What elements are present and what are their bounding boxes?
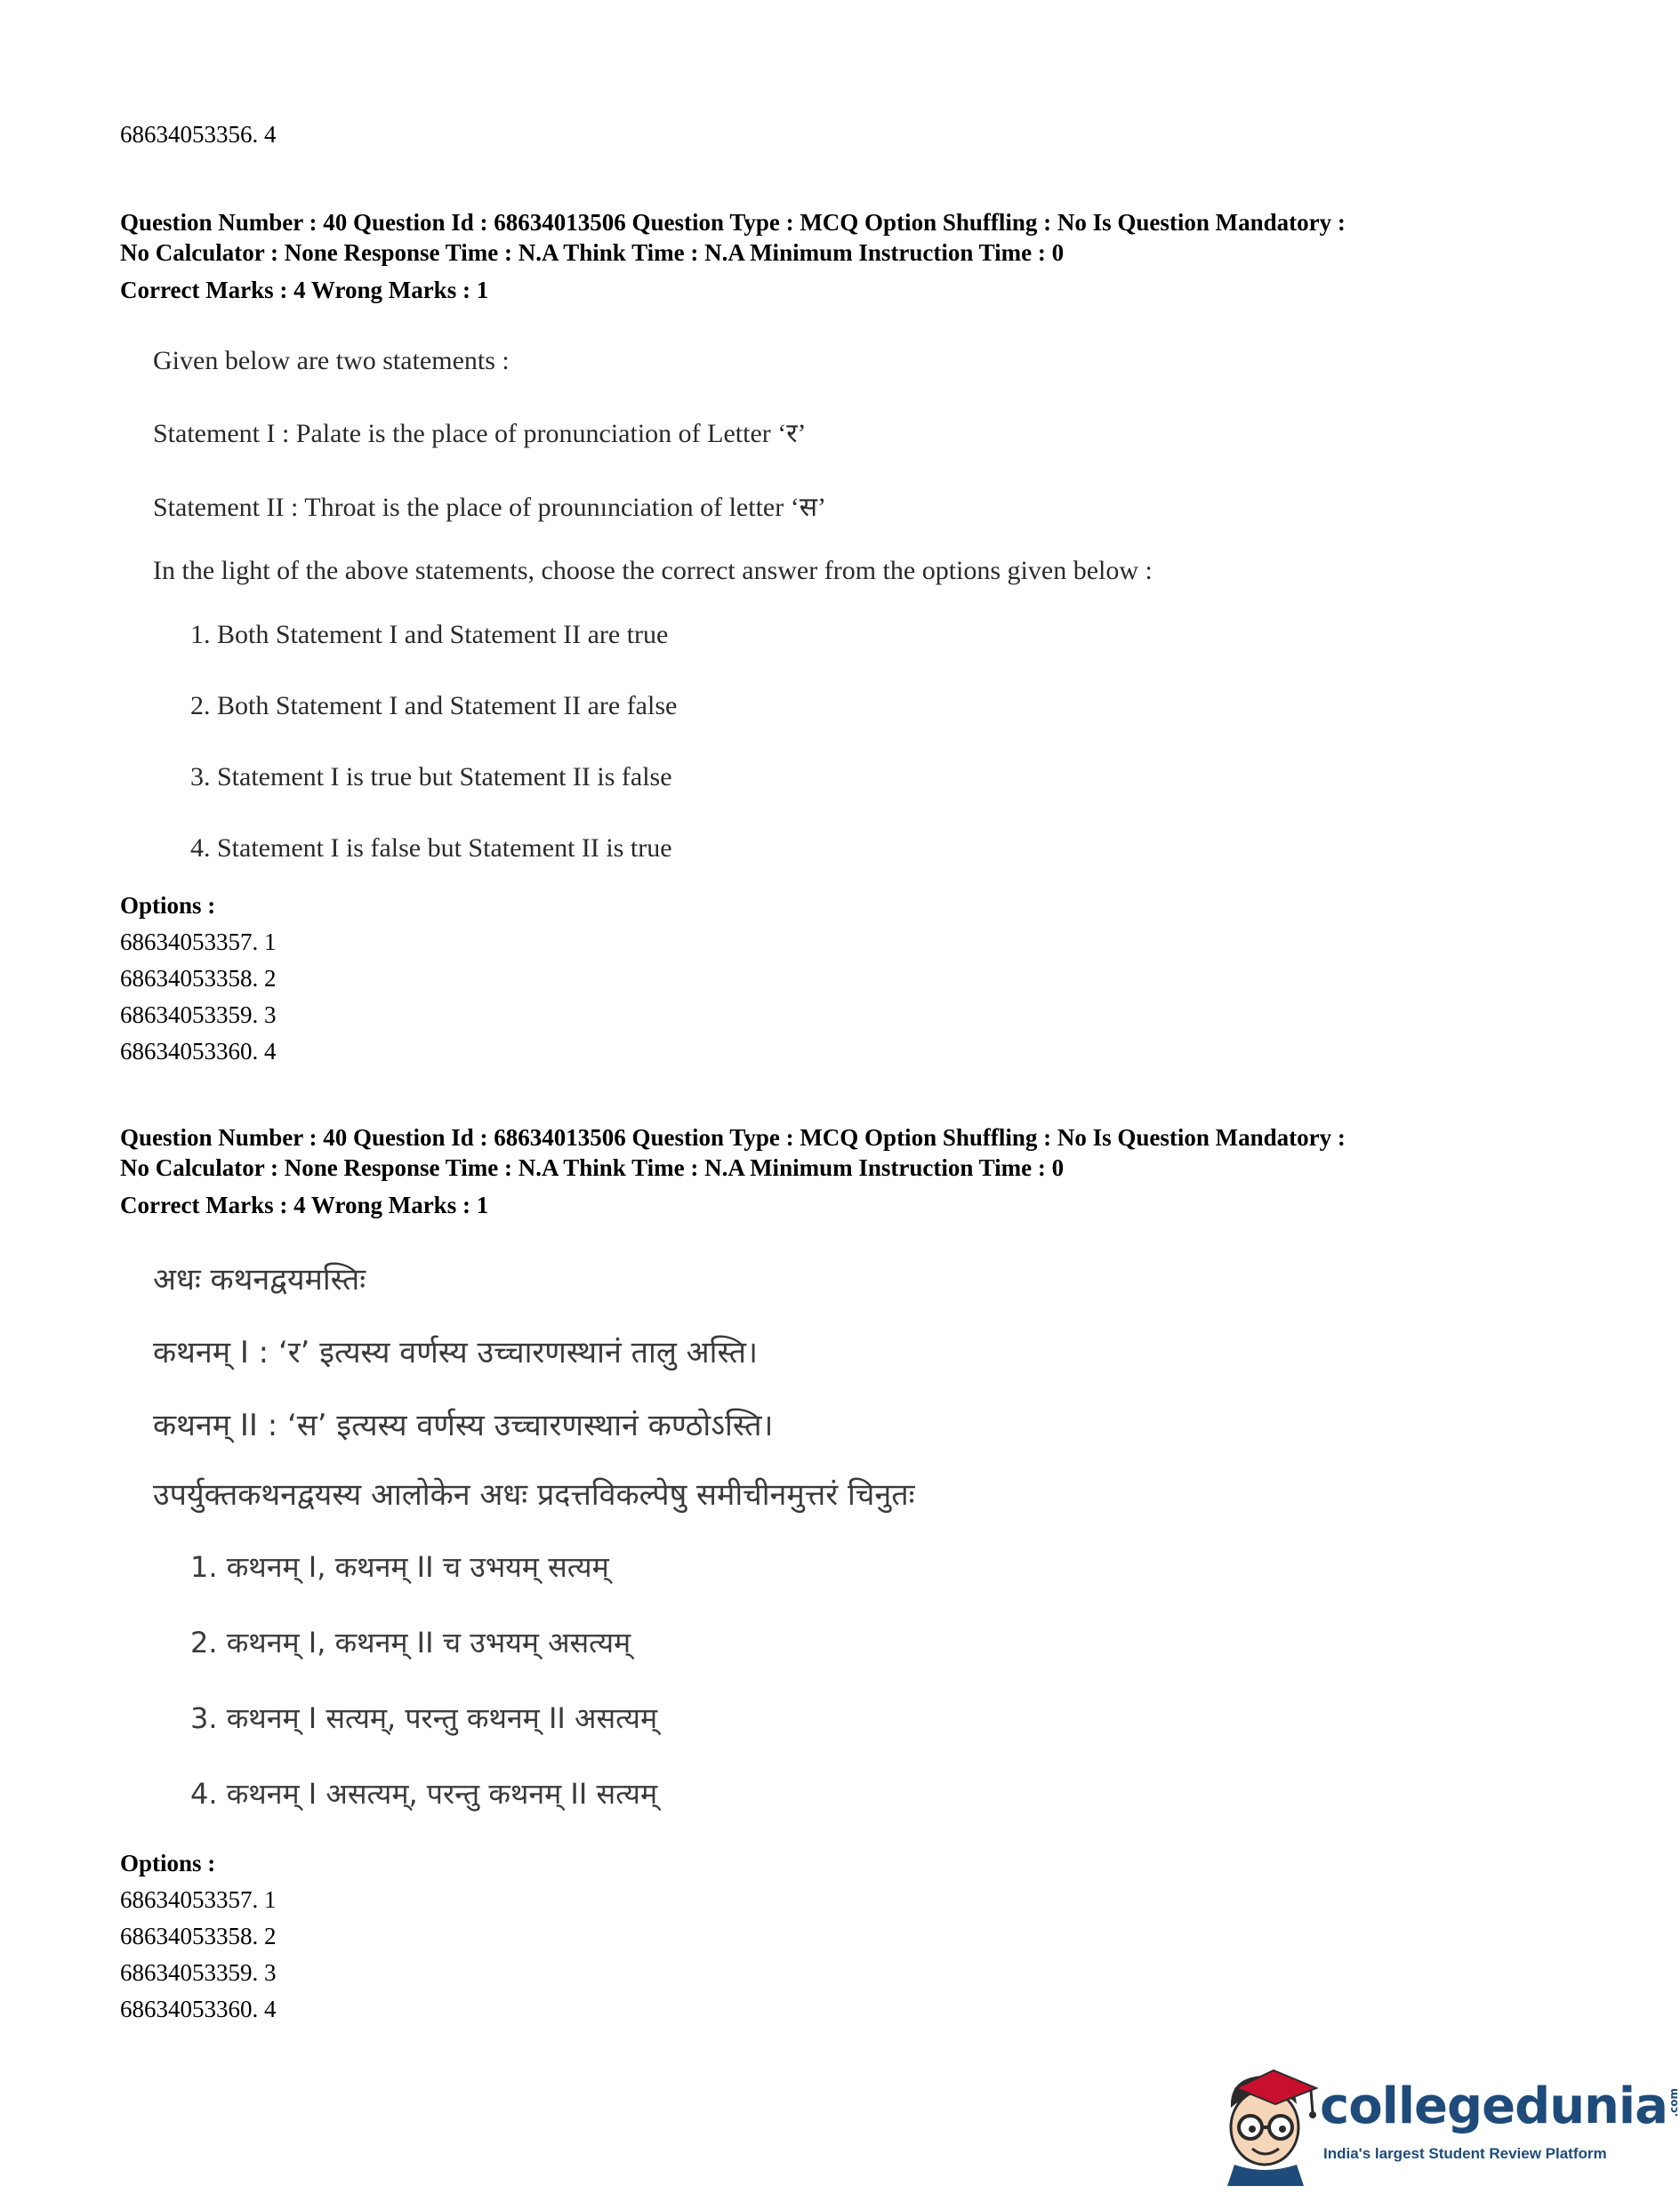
question-intro: अधः कथनद्वयमस्तिः [153,1262,366,1298]
question-block-english [120,207,1543,864]
choice-item: 1. कथनम् I, कथनम् II च उभयम् सत्यम् [190,1550,609,1584]
student-mascot-icon [1211,2061,1327,2186]
choice-item: 1. Both Statement I and Statement II are true [190,620,669,649]
options-label: Options : [120,892,216,919]
choice-item: 2. कथनम् I, कथनम् II च उभयम् असत्यम् [190,1626,631,1660]
brand-tagline: India's largest Student Review Platform [1323,2145,1607,2162]
collegedunia-logo [1211,2061,1680,2186]
options-label: Options : [120,1850,216,1877]
question-body [153,346,1543,864]
statement-1: Statement I : Palate is the place of pronunciation of Letter ‘र’ [153,419,807,448]
choice-item: 4. Statement I is false but Statement II is true [190,833,672,863]
statement-2: कथनम् II : ‘स’ इत्यस्य वर्णस्य उच्चारणस्थानं कण्ठोऽस्ति। [153,1408,774,1443]
brand-name [1320,2077,1680,2135]
option-id: 68634053357. 1 [120,1886,277,1913]
meta-line-1: Question Number : 40 Question Id : 68634013506 Question Type : MCQ Option Shuffling : No Is Question Mandatory : [120,209,1346,236]
option-id: 68634053360. 4 [120,1996,277,2022]
previous-option-line: 68634053356. 4 [120,121,277,148]
option-id: 68634053359. 3 [120,1959,277,1986]
choice-item: 4. कथनम् I असत्यम्, परन्तु कथनम् II सत्यम् [190,1777,658,1811]
question-block-sanskrit [120,1122,1543,1812]
choice-list [153,620,1543,864]
question-intro: Given below are two statements : [153,346,510,375]
choice-item: 3. कथनम् I सत्यम्, परन्तु कथनम् II असत्यम् [190,1701,658,1735]
statement-2: Statement II : Throat is the place of prounınciation of letter ‘स’ [153,493,826,522]
question-ask: In the light of the above statements, choose the correct answer from the options given below : [153,556,1153,585]
choice-item: 2. Both Statement I and Statement II are false [190,691,678,720]
question-ask: उपर्युक्तकथनद्वयस्य आलोकेन अधः प्रदत्तविकल्पेषु समीचीनमुत्तरं चिनुतः [153,1477,915,1513]
options-block-english [120,888,1543,1070]
question-meta [120,207,1543,305]
option-id: 68634053360. 4 [120,1038,277,1065]
choice-item: 3. Statement I is true but Statement II is false [190,762,672,792]
option-id: 68634053357. 1 [120,928,277,955]
brand-domain: .com [1667,2088,1680,2118]
choice-list [153,1547,1543,1812]
meta-line-3: Correct Marks : 4 Wrong Marks : 1 [120,1192,489,1218]
question-body [153,1258,1543,1812]
option-id: 68634053358. 2 [120,1923,277,1949]
brand-text: collegedunia [1320,2077,1668,2135]
meta-line-1: Question Number : 40 Question Id : 68634013506 Question Type : MCQ Option Shuffling : No Is Question Mandatory : [120,1124,1346,1151]
options-block-sanskrit [120,1845,1543,2028]
meta-line-2: No Calculator : None Response Time : N.A Think Time : N.A Minimum Instruction Time : 0 [120,1154,1065,1181]
option-id: 68634053359. 3 [120,1001,277,1028]
statement-1: कथनम् I : ‘र’ इत्यस्य वर्णस्य उच्चारणस्थानं तालु अस्ति। [153,1335,758,1370]
meta-line-2: No Calculator : None Response Time : N.A Think Time : N.A Minimum Instruction Time : 0 [120,239,1065,266]
option-id: 68634053358. 2 [120,965,277,992]
question-meta [120,1122,1543,1220]
meta-line-3: Correct Marks : 4 Wrong Marks : 1 [120,277,489,303]
